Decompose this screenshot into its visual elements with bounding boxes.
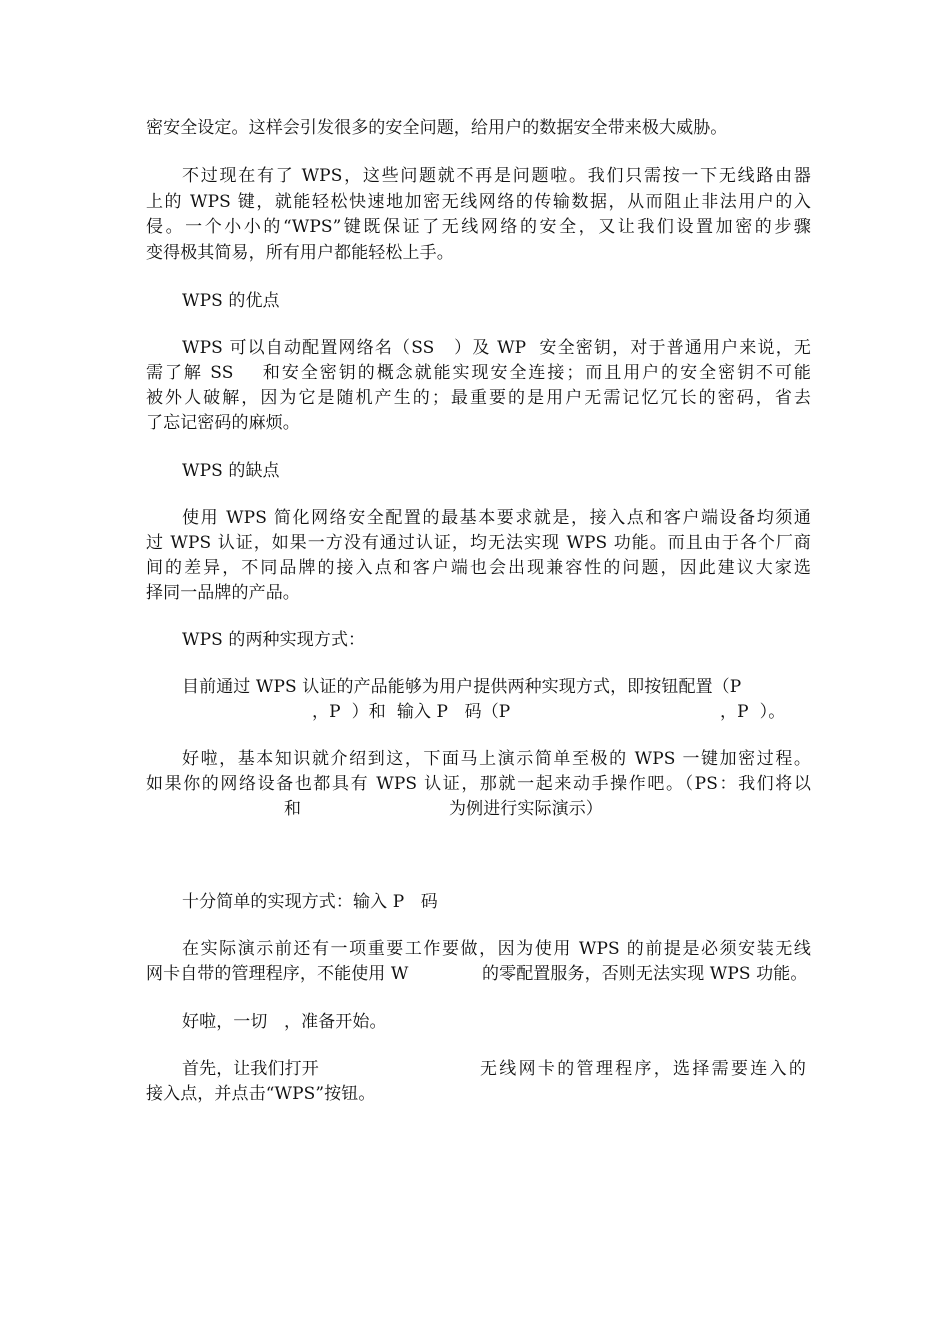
text-line: 好啦，一切 ，准备开始。 bbox=[182, 1012, 387, 1032]
text-line: WPS 可以自动配置网络名（SS ）及 WP 安全密钥，对于普通用户来说，无 bbox=[182, 338, 811, 358]
text-line-fragment: ，P ）和 输入 P 码（P bbox=[312, 702, 511, 722]
text-line-fragment: 网卡自带的管理程序，不能使用 W bbox=[146, 964, 409, 984]
text-line-fragment: 无线网卡的管理程序，选择需要连入的 bbox=[480, 1059, 806, 1079]
section-heading: WPS 的两种实现方式： bbox=[182, 630, 366, 650]
text-line: 侵。一个小小的“WPS”键既保证了无线网络的安全，又让我们设置加密的步骤 bbox=[146, 217, 811, 237]
text-line: 如果你的网络设备也都具有 WPS 认证，那就一起来动手操作吧。（PS：我们将以 bbox=[146, 774, 811, 794]
text-line: 过 WPS 认证，如果一方没有通过认证，均无法实现 WPS 功能。而且由于各个厂商 bbox=[146, 533, 811, 553]
text-line-fragment: 为例进行实际演示） bbox=[449, 799, 603, 819]
text-line: 择同一品牌的产品。 bbox=[146, 583, 300, 603]
section-heading: WPS 的优点 bbox=[182, 291, 280, 311]
section-heading: WPS 的缺点 bbox=[182, 461, 280, 481]
text-line: 使用 WPS 简化网络安全配置的最基本要求就是，接入点和客户端设备均须通 bbox=[182, 508, 811, 528]
text-line: 密安全设定。这样会引发很多的安全问题，给用户的数据安全带来极大威胁。 bbox=[146, 118, 728, 138]
text-line-fragment: 和 bbox=[284, 799, 302, 819]
text-line: 接入点，并点击“WPS”按钮。 bbox=[146, 1084, 376, 1104]
text-line: 变得极其简易，所有用户都能轻松上手。 bbox=[146, 243, 454, 263]
text-line: 需了解 SS 和安全密钥的概念就能实现安全连接；而且用户的安全密钥不可能 bbox=[146, 363, 811, 383]
text-line-fragment: 首先，让我们打开 bbox=[182, 1059, 319, 1079]
text-line: 在实际演示前还有一项重要工作要做，因为使用 WPS 的前提是必须安装无线 bbox=[182, 939, 811, 959]
text-line-fragment: 的零配置服务，否则无法实现 WPS 功能。 bbox=[482, 964, 808, 984]
text-line: 上的 WPS 键，就能轻松快速地加密无线网络的传输数据，从而阻止非法用户的入 bbox=[146, 192, 811, 212]
text-line: 被外人破解，因为它是随机产生的；最重要的是用户无需记忆冗长的密码，省去 bbox=[146, 388, 811, 408]
section-heading: 十分简单的实现方式：输入 P 码 bbox=[182, 892, 438, 912]
text-line-fragment: ，P ）。 bbox=[720, 702, 786, 722]
text-line: 好啦，基本知识就介绍到这，下面马上演示简单至极的 WPS 一键加密过程。 bbox=[182, 749, 811, 769]
text-line: 不过现在有了 WPS，这些问题就不再是问题啦。我们只需按一下无线路由器 bbox=[182, 166, 811, 186]
text-line: 间的差异，不同品牌的接入点和客户端也会出现兼容性的问题，因此建议大家选 bbox=[146, 558, 811, 578]
text-line: 目前通过 WPS 认证的产品能够为用户提供两种实现方式，即按钮配置（P bbox=[182, 677, 742, 697]
text-line: 了忘记密码的麻烦。 bbox=[146, 413, 300, 433]
